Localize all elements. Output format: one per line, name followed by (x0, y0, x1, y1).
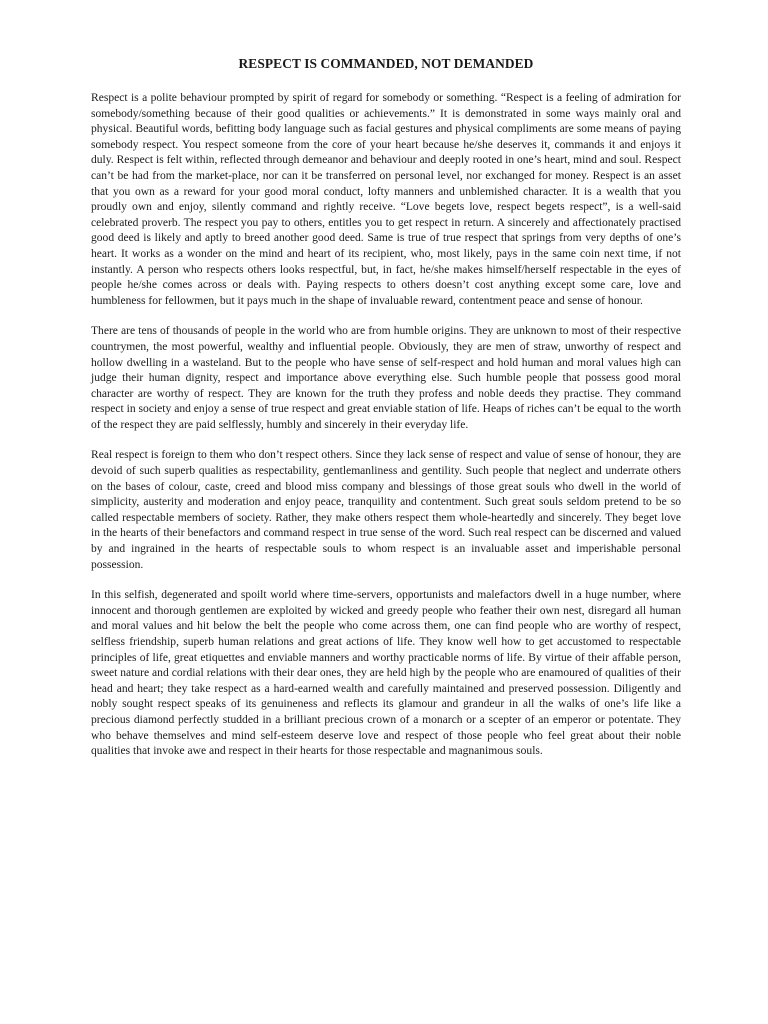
document-title: RESPECT IS COMMANDED, NOT DEMANDED (238, 56, 534, 71)
paragraph-3: Real respect is foreign to them who don’t respect others. Since they lack sense of respect and value of sense of honour, they are devoid of such superb qualities as respectability, gentlemanliness and gentility. Such people that neglect and underrate others on the bases of colour, caste, creed and blood miss company and blessings of those great souls who dwell in the world of simplicity, austerity and moderation and enjoy peace, tranquility and contentment. Such great souls seldom pretend to be so called respectable members of society. Rather, they make others respect them whole-heartedly and sincerely. They beget love in the hearts of their benefactors and command respect in true sense of the word. Such real respect can be discerned and valued by and ingrained in the hearts of respectable souls to whom respect is an invaluable asset and imperishable personal possession. (91, 449, 681, 571)
paragraph-2: There are tens of thousands of people in the world who are from humble origins. They are unknown to most of their respective countrymen, the most powerful, wealthy and influential people. Obviously, they are men of straw, unworthy of respect and hollow dwelling in a wasteland. But to the people who have sense of self-respect and hold human and moral values high can judge their human dignity, respect and importance above everything else. Such humble people that possess good moral character are worthy of respect. They are known for the truth they profess and noble deeds they practise. They command respect in society and enjoy a sense of true respect and great enviable station of life. Heaps of riches can’t be equal to the worth of the respect they are paid selflessly, humbly and sincerely in their everyday life. (91, 325, 681, 431)
paragraph-4: In this selfish, degenerated and spoilt world where time-servers, opportunists and malefactors dwell in a huge number, where innocent and thorough gentlemen are exploited by wicked and greedy people who feather their own nest, disregard all human and moral values and hit below the belt the people who come across them, one can find people who are worthy of respect, selfless friendship, superb human relations and great actions of life. They know well how to get accustomed to respectable principles of life, great etiquettes and enviable manners and worthy practicable norms of life. By virtue of their affable person, sweet nature and cordial relations with their dear ones, they are held high by the people who are enamoured of qualities of their head and heart; they take respect as a hard-earned wealth and carefully maintained and preserved possession. Diligently and nobly sought respect speaks of its genuineness and reflects its glamour and grandeur in all the walks of one’s life like a precious diamond perfectly studded in a brilliant precious crown of a monarch or a scepter of an emperor or potentate. They who behave themselves and mind self-esteem deserve love and respect of those people who feel great about their noble qualities that invoke awe and respect in their hearts for those respectable and magnanimous souls. (91, 589, 681, 758)
paragraph-1: Respect is a polite behaviour prompted by spirit of regard for somebody or something. “Respect is a feeling of admiration for somebody/something because of their good qualities or achievements.” It is demonstrated in some ways mainly oral and physical. Beautiful words, befitting body language such as facial gestures and physical compliments are some means of paying somebody respect. You respect someone from the core of your heart because he/she deserves it, commands it and enjoys it duly. Respect is felt within, reflected through demeanor and behaviour and deeply rooted in one’s heart, mind and soul. Respect can’t be had from the market-place, nor can it be transferred on personal level, nor exchanged for money. Respect is an asset that you own as a reward for your good moral conduct, lofty manners and unblemished character. It is a wealth that you proudly own and enjoy, silently command and rightly receive. “Love begets love, respect begets respect”, is a well-said celebrated proverb. The respect you pay to others, entitles you to get respect in return. A sincerely and affectionately practised good deed is likely and aptly to breed another good deed. Same is true of true respect that springs from very depths of one’s heart. It works as a wonder on the mind and heart of its recipient, who, most likely, pays in the same coin next time, if not instantly. A person who respects others looks respectful, but, in fact, he/she makes himself/herself respectable in the eyes of people he/she comes across or deals with. Paying respects to others doesn’t cost anything except some care, love and humbleness for fellowmen, but it pays much in the shape of invaluable reward, contentment peace and sense of honour. (91, 92, 681, 307)
